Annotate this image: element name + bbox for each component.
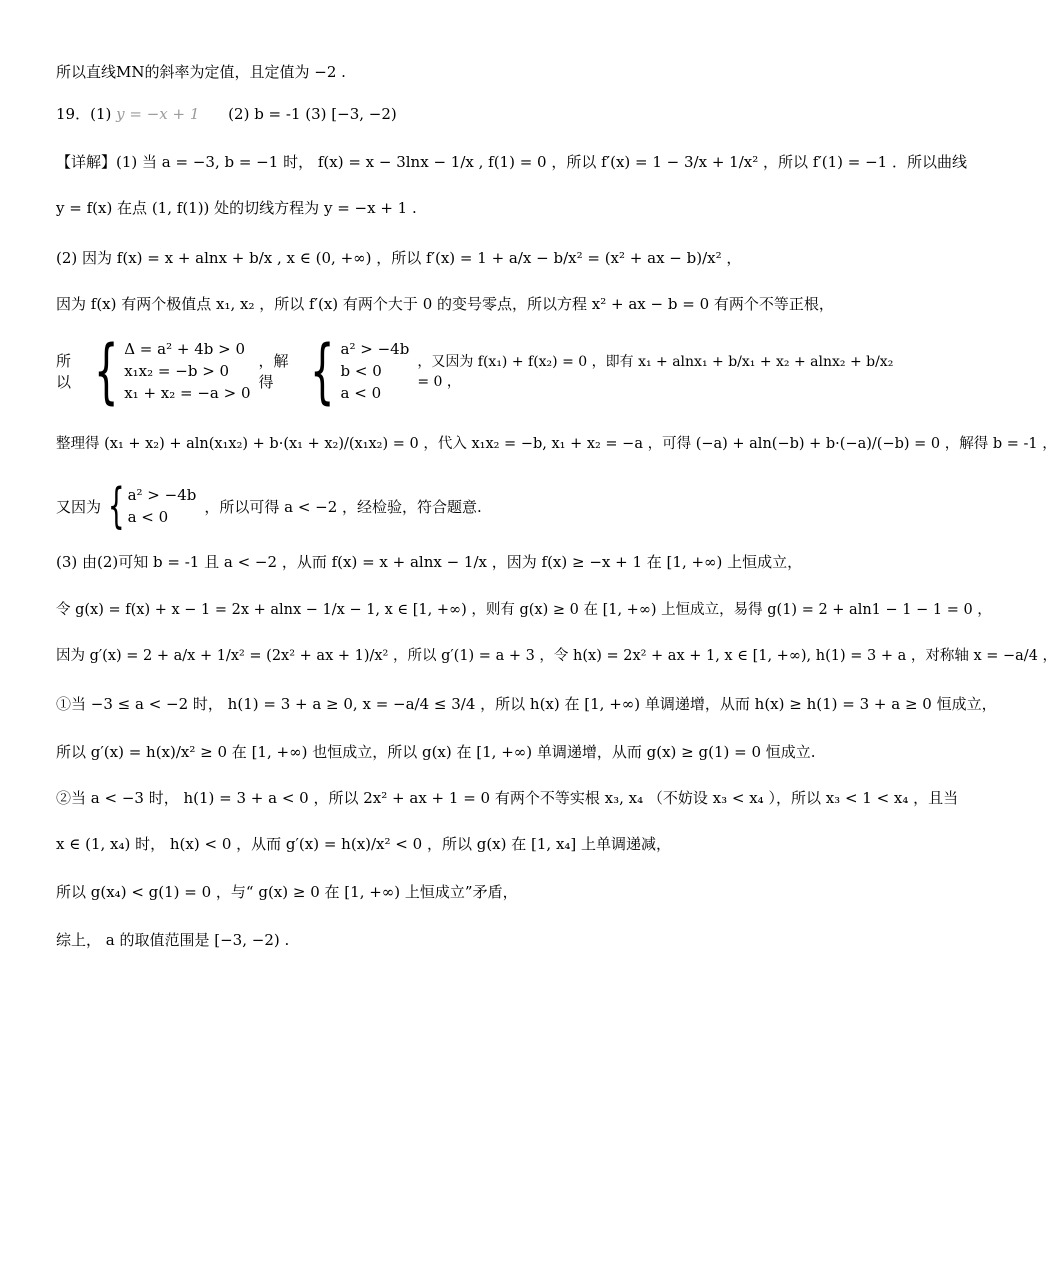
answer-part1: y = −x + 1 bbox=[116, 105, 200, 123]
system-1 bbox=[124, 338, 250, 404]
system-2-row: a² > −4b bbox=[340, 340, 410, 358]
line-mn-slope: 所以直线MN的斜率为定值，且定值为 −2 . bbox=[56, 63, 346, 81]
conclusion: 综上， a 的取值范围是 [−3, −2) . bbox=[56, 931, 290, 949]
system-1-row: x₁x₂ = −b > 0 bbox=[124, 362, 230, 380]
system-3-row: a² > −4b bbox=[127, 486, 197, 504]
system-post: ，又因为 f(x₁) + f(x₂) = 0 ，即有 x₁ + alnx₁ + b/x₁ + x₂ + alnx₂ + b/x₂ = 0 ， bbox=[417, 354, 894, 390]
system-prefix: 所以 bbox=[56, 352, 72, 391]
system-2-row: a < 0 bbox=[340, 384, 382, 402]
system-3-line bbox=[56, 478, 482, 534]
detail-part2-derivative: (2) 因为 f(x) = x + alnx + b/x , x ∈ (0, +∞) ，所以 f′(x) = 1 + a/x − b/x² = (x² + ax − b)/x² ， bbox=[56, 249, 742, 267]
system-3 bbox=[128, 484, 197, 528]
detail-part1-line1: 【详解】(1) 当 a = −3, b = −1 时， f(x) = x − 3lnx − 1/x , f(1) = 0 ，所以 f′(x) = 1 − 3/x + 1/x² ，所以 f′(1) = −1 ．所以曲线 bbox=[56, 153, 967, 171]
system-3-post: ，所以可得 a < −2 ，经检验，符合题意. bbox=[204, 497, 482, 516]
detail-part3-line2: 令 g(x) = f(x) + x − 1 = 2x + alnx − 1/x − 1, x ∈ [1, +∞) ，则有 g(x) ≥ 0 在 [1, +∞) 上恒成立，易得 g(1) = 2 + aln1 − 1 − 1 = 0 ， bbox=[56, 602, 992, 618]
detail-part2-simplify: 整理得 (x₁ + x₂) + aln(x₁x₂) + b·(x₁ + x₂)/(x₁x₂) = 0 ，代入 x₁x₂ = −b, x₁ + x₂ = −a ，可得 (−a) + aln(−b) + b·(−a)/(−b) = 0 ，解得 b = -1 ， bbox=[56, 436, 1057, 452]
detail-part1-line2: y = f(x) 在点 (1, f(1)) 处的切线方程为 y = −x + 1 . bbox=[56, 199, 417, 217]
system-mid: ，解得 bbox=[258, 352, 289, 391]
left-brace: { bbox=[107, 478, 125, 534]
detail-part3-line3: 因为 g′(x) = 2 + a/x + 1/x² = (2x² + ax + 1)/x² ，所以 g′(1) = a + 3 ，令 h(x) = 2x² + ax + 1, x ∈ [1, +∞), h(1) = 3 + a ，对称轴 x = −a/4 ， bbox=[56, 648, 1057, 664]
left-brace: { bbox=[93, 330, 119, 412]
system-line bbox=[56, 330, 900, 412]
left-brace: { bbox=[310, 330, 335, 412]
system-2 bbox=[341, 338, 410, 404]
answer-summary bbox=[56, 104, 860, 124]
answer-parts-2-3: (2) b = -1 (3) [−3, −2) bbox=[228, 105, 397, 123]
detail-part3-case2: ②当 a < −3 时， h(1) = 3 + a < 0 ，所以 2x² + ax + 1 = 0 有两个不等实根 x₃, x₄ （不妨设 x₃ < x₄ ），所以 x₃ < 1 < x₄ ，且当 bbox=[56, 789, 959, 807]
detail-part3-case1: ①当 −3 ≤ a < −2 时， h(1) = 3 + a ≥ 0, x = −a/4 ≤ 3/4 ，所以 h(x) 在 [1, +∞) 单调递增，从而 h(x) ≥ h(1) = 3 + a ≥ 0 恒成立， bbox=[56, 695, 997, 713]
detail-part3-case1-cont: 所以 g′(x) = h(x)/x² ≥ 0 在 [1, +∞) 也恒成立，所以 g(x) 在 [1, +∞) 单调递增，从而 g(x) ≥ g(1) = 0 恒成立. bbox=[56, 743, 816, 761]
detail-part3-line1: (3) 由(2)可知 b = -1 且 a < −2 ，从而 f(x) = x + alnx − 1/x ，因为 f(x) ≥ −x + 1 在 [1, +∞) 上恒成立， bbox=[56, 553, 803, 571]
system-3-prefix: 又因为 bbox=[56, 497, 102, 516]
problem-number: 19．(1) bbox=[56, 105, 112, 123]
detail-part3-case2-cont: x ∈ (1, x₄) 时， h(x) < 0 ，从而 g′(x) = h(x)/x² < 0 ，所以 g(x) 在 [1, x₄] 上单调递减， bbox=[56, 835, 672, 853]
system-1-row: x₁ + x₂ = −a > 0 bbox=[124, 384, 251, 402]
system-2-row: b < 0 bbox=[340, 362, 382, 380]
system-3-row: a < 0 bbox=[127, 508, 169, 526]
detail-part3-contradiction: 所以 g(x₄) < g(1) = 0 ，与“ g(x) ≥ 0 在 [1, +∞) 上恒成立”矛盾， bbox=[56, 883, 518, 901]
system-1-row: Δ = a² + 4b > 0 bbox=[124, 340, 245, 358]
detail-part2-extrema: 因为 f(x) 有两个极值点 x₁, x₂ ，所以 f′(x) 有两个大于 0 的变号零点，所以方程 x² + ax − b = 0 有两个不等正根， bbox=[56, 295, 834, 313]
